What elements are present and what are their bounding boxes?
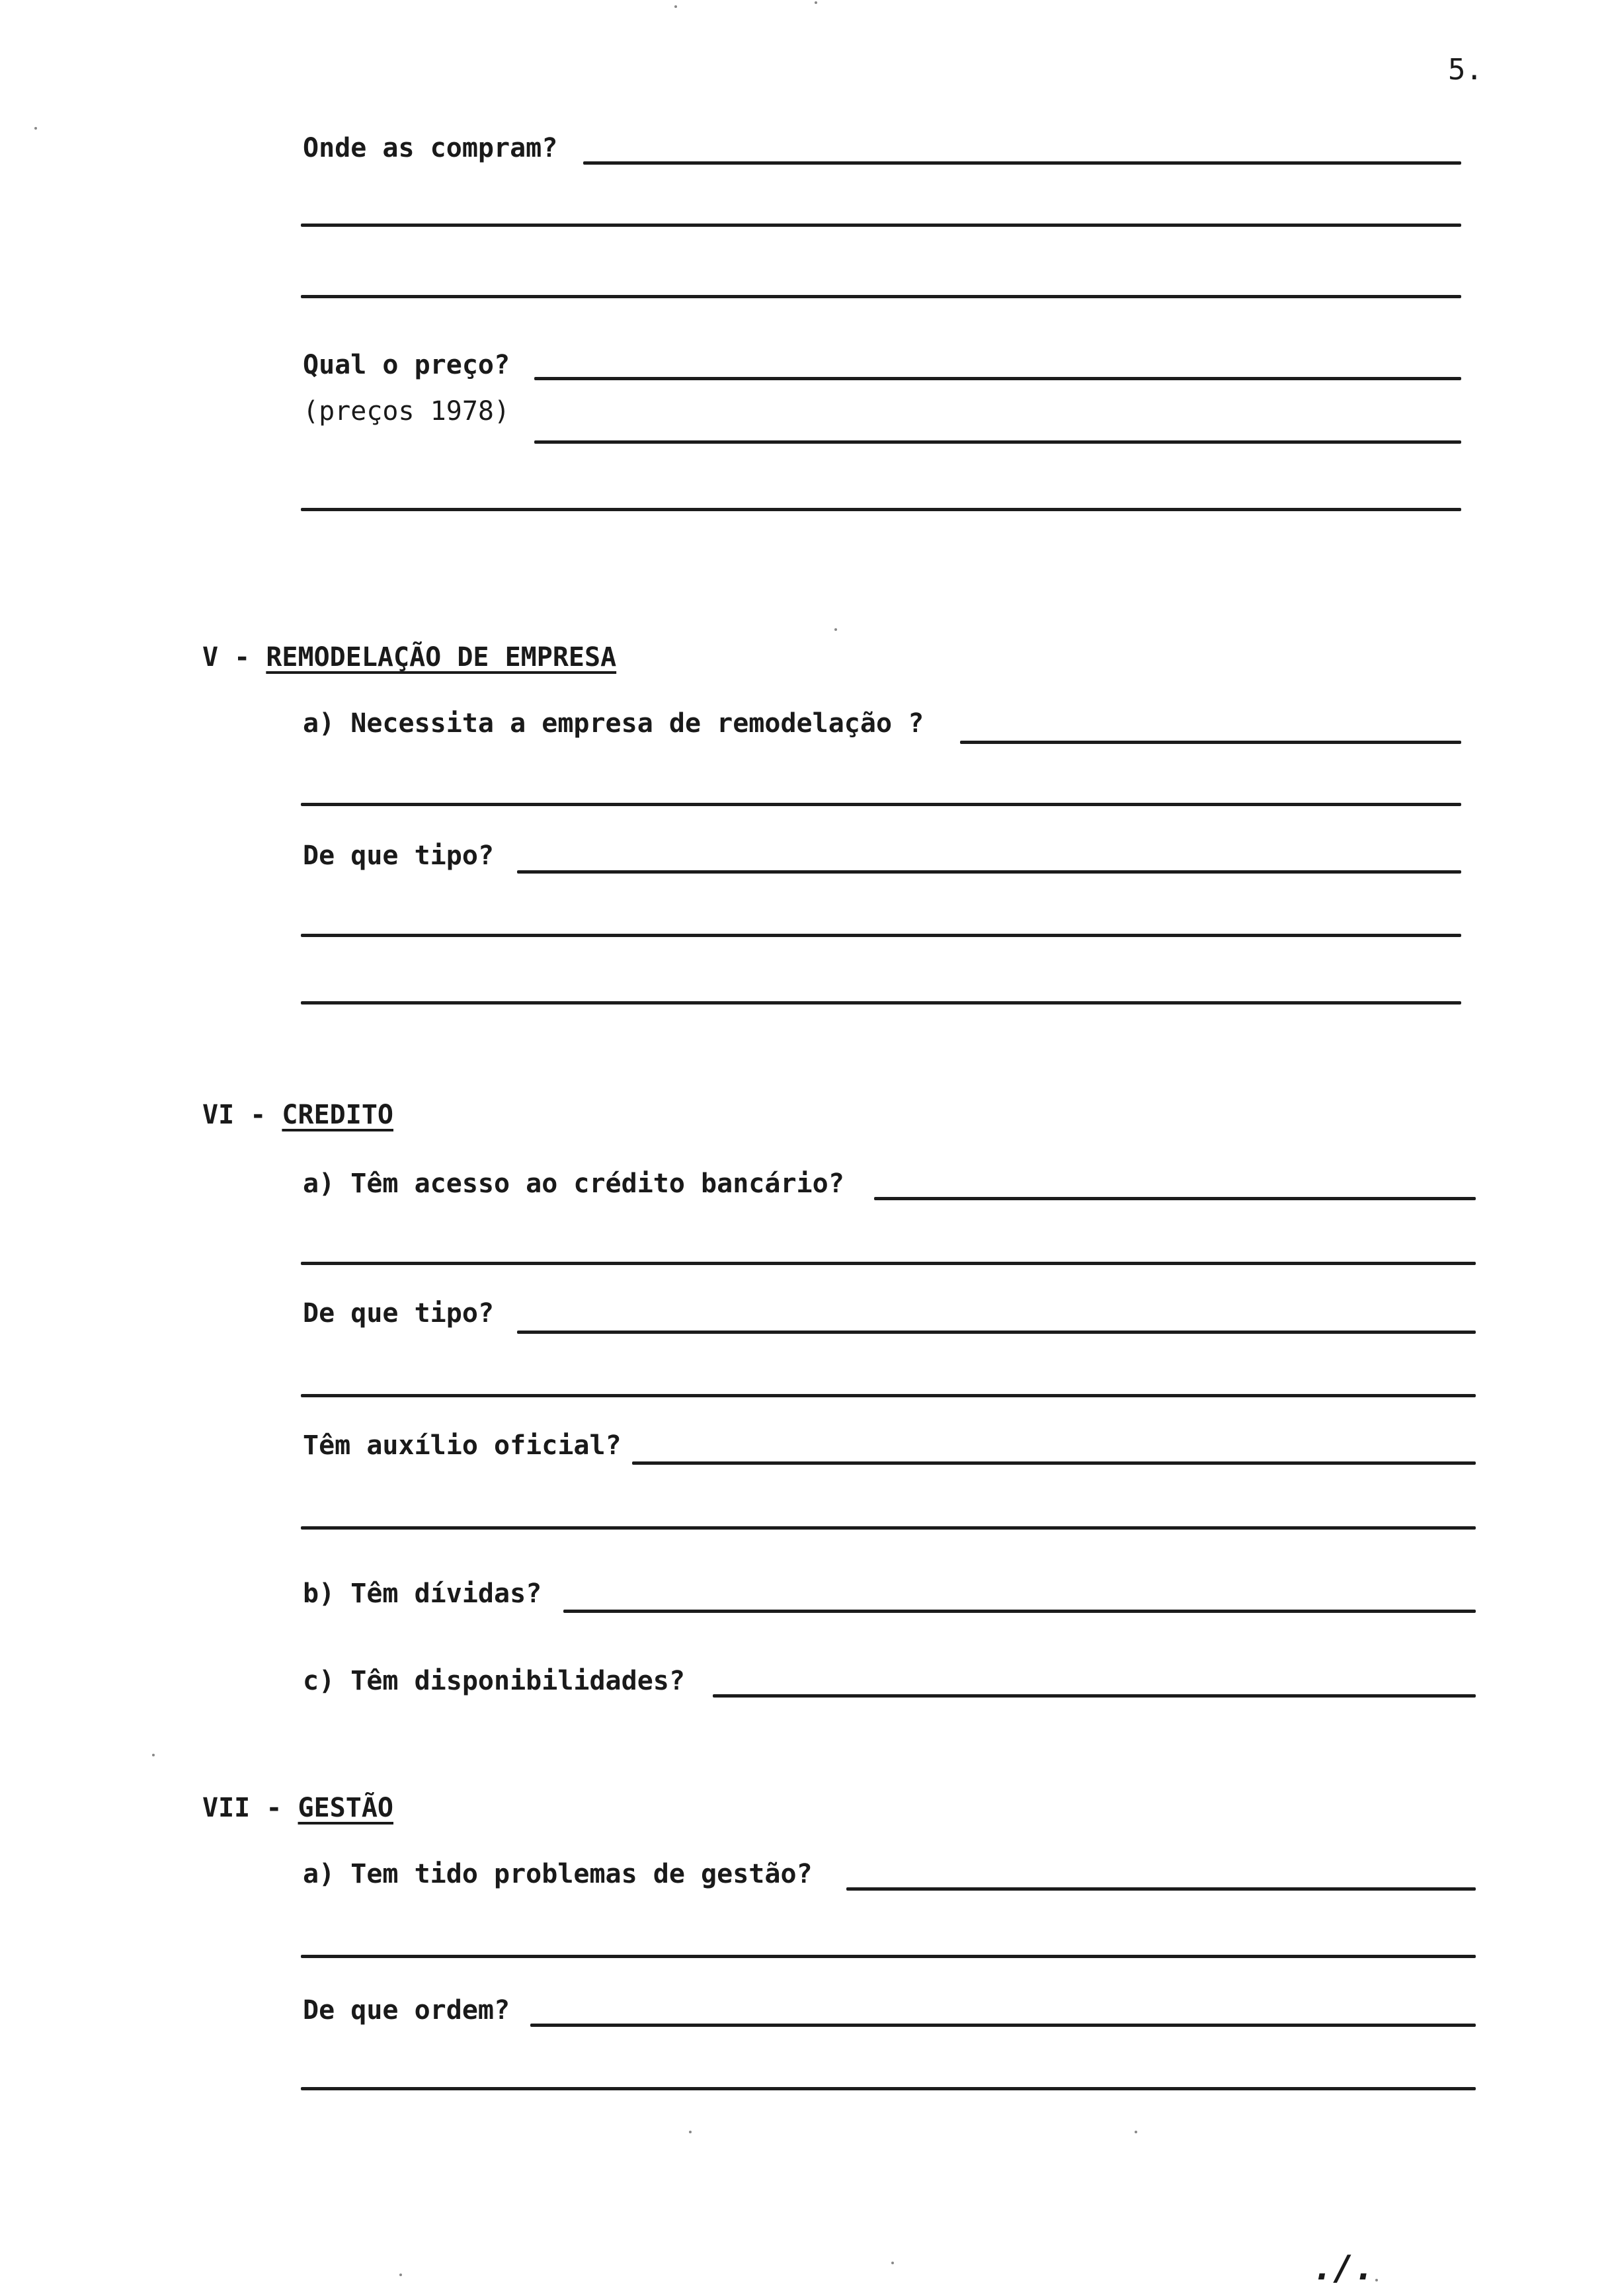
section-v-heading (202, 641, 616, 673)
continuation-mark: ./. (1312, 2248, 1375, 2288)
problem-order-answer-line-1[interactable] (530, 2024, 1476, 2027)
section-vi-heading (202, 1099, 393, 1131)
credit-access-answer-line-1[interactable] (874, 1197, 1476, 1200)
problem-order-answer-line-2[interactable] (301, 2087, 1476, 2090)
management-problems-answer-line-1[interactable] (846, 1887, 1476, 1891)
scan-speck (34, 127, 37, 130)
section-vi-title: CREDITO (282, 1100, 393, 1130)
scan-speck (674, 5, 677, 8)
official-aid-answer-line-2[interactable] (301, 1526, 1476, 1530)
price-label: Qual o preço? (303, 350, 510, 380)
price-answer-line-2[interactable] (534, 440, 1461, 444)
credit-type-answer-line-2[interactable] (301, 1394, 1476, 1397)
scan-speck (891, 2262, 894, 2264)
scan-speck (1375, 2279, 1378, 2281)
section-vi-numeral: VI - (202, 1100, 266, 1130)
section-vii-numeral: VII - (202, 1793, 282, 1823)
debts-answer-line[interactable] (563, 1610, 1476, 1613)
official-aid-answer-line-1[interactable] (632, 1461, 1476, 1465)
price-answer-line-3[interactable] (301, 508, 1461, 511)
section-vii-title: GESTÃO (298, 1793, 394, 1823)
scan-speck (834, 628, 837, 631)
remodel-type-answer-line-1[interactable] (517, 870, 1461, 874)
section-vii-heading (202, 1792, 393, 1824)
price-answer-line-1[interactable] (534, 377, 1461, 380)
scan-speck (1135, 2131, 1137, 2133)
available-funds-answer-line[interactable] (713, 1694, 1476, 1698)
section-v-numeral: V - (202, 642, 251, 673)
scan-speck (152, 1754, 155, 1756)
official-aid-question: Têm auxílio oficial? (303, 1430, 622, 1461)
remodel-need-answer-line-1[interactable] (960, 741, 1461, 744)
section-v-title: REMODELAÇÃO DE EMPRESA (266, 642, 617, 673)
remodel-need-question: a) Necessita a empresa de remodelação ? (303, 708, 924, 739)
remodel-need-answer-line-2[interactable] (301, 803, 1461, 806)
remodel-type-answer-line-3[interactable] (301, 1001, 1461, 1004)
scan-speck (815, 1, 817, 4)
scan-speck (689, 2131, 692, 2133)
remodel-type-answer-line-2[interactable] (301, 934, 1461, 937)
where-bought-answer-line-3[interactable] (301, 295, 1461, 298)
page-number: 5. (1448, 53, 1483, 87)
scan-speck (399, 2274, 402, 2276)
credit-access-answer-line-2[interactable] (301, 1262, 1476, 1265)
available-funds-question: c) Têm disponibilidades? (303, 1666, 685, 1696)
price-year-note: (preços 1978) (303, 396, 510, 427)
where-bought-label: Onde as compram? (303, 133, 558, 163)
remodel-type-question: De que tipo? (303, 840, 494, 871)
where-bought-answer-line-2[interactable] (301, 224, 1461, 227)
management-problems-answer-line-2[interactable] (301, 1955, 1476, 1958)
where-bought-answer-line-1[interactable] (583, 161, 1461, 165)
management-problems-question: a) Tem tido problemas de gestão? (303, 1859, 813, 1889)
debts-question: b) Têm dívidas? (303, 1578, 542, 1609)
credit-type-question: De que tipo? (303, 1298, 494, 1329)
problem-order-question: De que ordem? (303, 1995, 510, 2026)
credit-access-question: a) Têm acesso ao crédito bancário? (303, 1168, 844, 1199)
credit-type-answer-line-1[interactable] (517, 1331, 1476, 1334)
